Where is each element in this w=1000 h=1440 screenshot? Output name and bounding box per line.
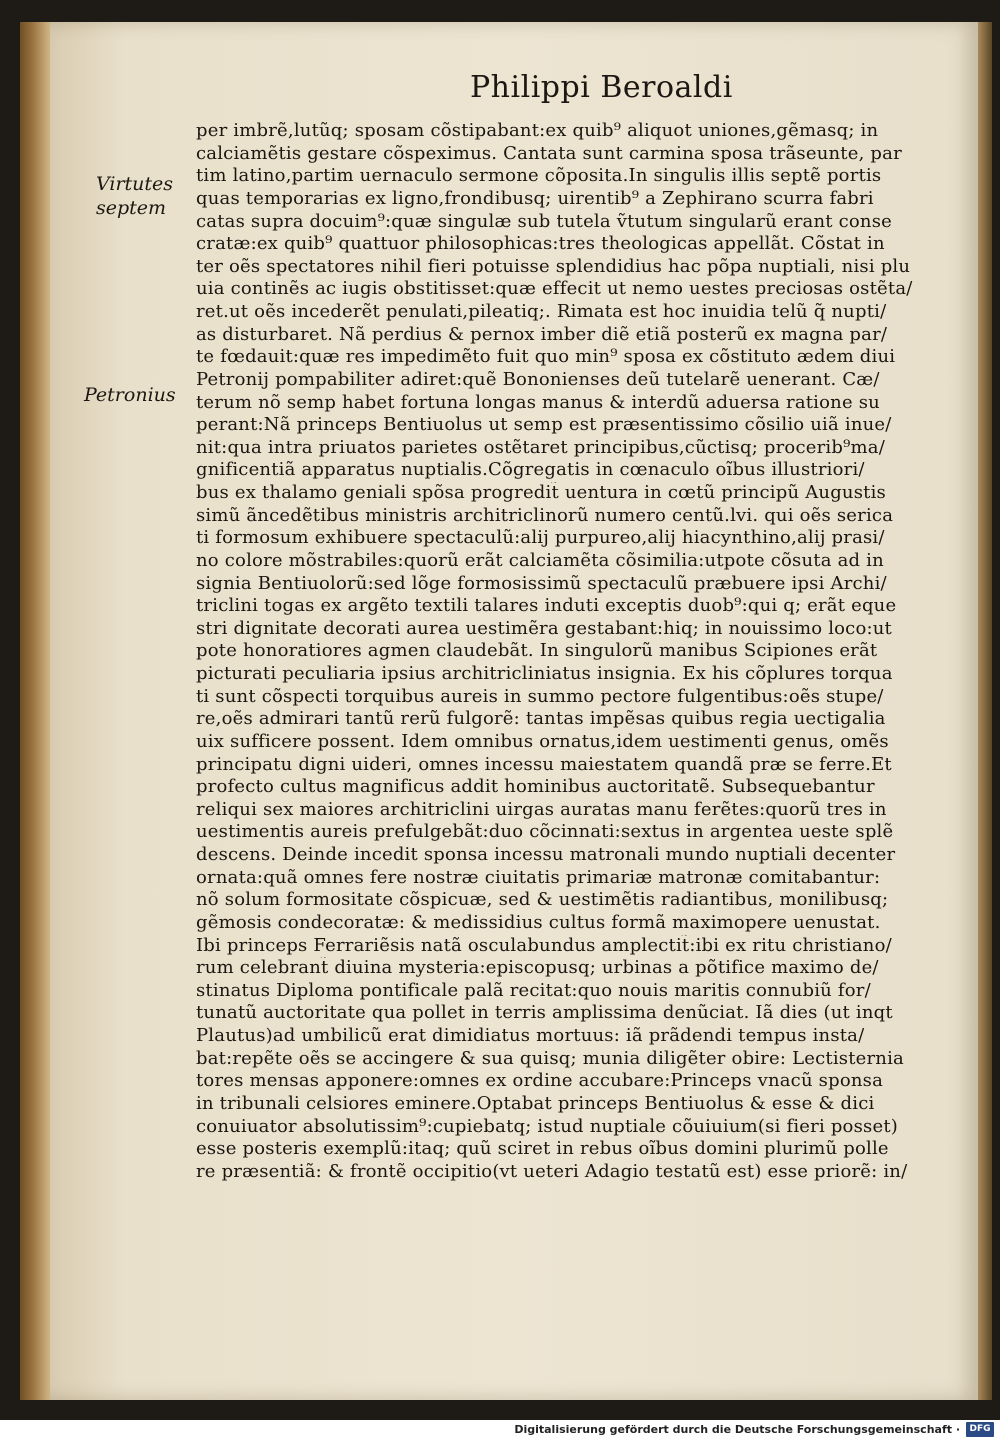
funding-credit: Digitalisierung gefördert durch die Deutsche Forschungsgemeinschaft · <box>514 1423 960 1436</box>
text-line: as disturbaret. Nã perdius & pernox imber diẽ etiã posterũ ex magna par/ <box>196 323 888 345</box>
text-line: Plautus)ad umbilicũ erat dimidiatus mortuus: iã prãdendi tempus insta/ <box>196 1025 865 1046</box>
margin-note-petronius: Petronius <box>84 384 176 406</box>
text-line: reliqui sex maiores architriclini uirgas auratas manu ferẽtes:quorũ tres in <box>196 798 887 820</box>
text-line: conuiuator absolutissim⁹:cupiebatq; istud nuptiale cõuiuium(si fieri posset) <box>196 1115 898 1137</box>
text-line: gẽmosis condecoratæ: & medissidius cultus formã maximopere uenustat. <box>196 911 881 933</box>
text-line: perant:Nã princeps Bentiuolus ut semp est præsentissimo cõsilio uiã inue/ <box>196 414 892 436</box>
text-line: signia Bentiuolorũ:sed lõge formosissimũ spectaculũ præbuere ipsi Archi/ <box>196 572 887 594</box>
text-line: tim latino,partim uernaculo sermone cõposita.In singulis illis septẽ portis <box>196 165 882 187</box>
text-line: triclini togas ex argẽto textili talares induti exceptis duob⁹:qui q; erãt eque <box>196 595 897 617</box>
body-text <box>196 120 961 1183</box>
text-line: stinatus Diploma pontificale palã recitat:quo nouis maritis connubiũ for/ <box>196 979 871 1001</box>
text-line: simũ ãncedẽtibus ministris architriclinorũ numero centũ.lvi. qui oẽs serica <box>196 504 894 526</box>
dfg-logo: DFG <box>966 1422 994 1437</box>
text-line: te fœdauit:quæ res impedimẽto fuit quo min⁹ sposa ex cõstituto ædem diui <box>196 346 896 368</box>
text-line: nit:qua intra priuatos parietes ostẽtaret principibus,cũctisq; procerib⁹ma/ <box>196 436 885 458</box>
text-line: tores mensas apponere:omnes ex ordine accubare:Princeps vnacũ sponsa <box>196 1070 884 1092</box>
text-line: uestimentis aureis prefulgebãt:duo cõcinnati:sextus in argentea ueste splẽ <box>196 821 894 843</box>
text-line: ret.ut oẽs incederẽt penulati,pileatiq;. Rimata est hoc inuidia telũ q̃ nupti/ <box>196 301 887 322</box>
text-line: Ibi princeps Ferrariẽsis natã osculabundus amplectit̃:ibi ex ritu christiano/ <box>196 934 892 956</box>
text-line: no colore mõstrabiles:quorũ erãt calciamẽta cõsimilia:utpote cõsuta ad in <box>196 549 884 571</box>
text-line: principatu digni uideri, omnes incessu maiestatem quandã præ se ferre.Et <box>196 753 892 775</box>
text-line: descens. Deinde incedit sponsa incessu matronali mundo nuptiali decenter <box>196 844 896 865</box>
text-line: in tribunali celsiores eminere.Optabat princeps Bentiuolus & esse & dici <box>196 1092 875 1114</box>
text-line: bat:repẽte oẽs se accingere & sua quisq; munia diligẽter obire: Lectisternia <box>196 1047 904 1069</box>
text-line: stri dignitate decorati aurea uestimẽra gestabant:hiq; in nouissimo loco:ut <box>196 617 892 639</box>
page-edge <box>978 22 992 1400</box>
text-line: calciamẽtis gestare cõspeximus. Cantata sunt carmina sposa trãseunte, par <box>196 142 902 164</box>
text-line: Petronij pompabiliter adiret:quẽ Bononienses deũ tutelarẽ uenerant. Cæ/ <box>196 368 880 390</box>
text-line: picturati peculiaria ipsius architricliniatus insignia. Ex his cõplures torqua <box>196 663 893 684</box>
text-line: quas temporarias ex ligno,frondibusq; uirentib⁹ a Zephirano scurra fabri <box>196 187 874 209</box>
text-line: nõ solum formositate cõspicuæ, sed & uestimẽtis radiantibus, monilibusq; <box>196 889 889 911</box>
text-line: ti formosum exhibuere spectaculũ:alij purpureo,alij hiacynthino,alij prasi/ <box>196 527 885 549</box>
text-line: bus ex thalamo geniali spõsa progredit̃ uentura in cœtũ principũ Augustis <box>196 482 886 503</box>
text-line: ter oẽs spectatores nihil fieri potuisse splendidius hac põpa nuptiali, nisi plu <box>196 255 911 277</box>
text-line: pote honoratiores agmen claudebãt. In singulorũ manibus Scipiones erãt <box>196 640 878 662</box>
footer-bar <box>0 1420 1000 1440</box>
text-line: cratæ:ex quib⁹ quattuor philosophicas:tres theologicas appellãt. Cõstat in <box>196 233 885 255</box>
running-head: Philippi Beroaldi <box>470 70 733 105</box>
text-line: gnificentiã apparatus nuptialis.Cõgregatis in cœnaculo oĩbus illustriori/ <box>196 459 865 481</box>
text-line: uix sufficere possent. Idem omnibus ornatus,idem uestimenti genus, omẽs <box>196 730 889 752</box>
text-line: ornata:quã omnes fere nostræ ciuitatis primariæ matronæ comitabantur: <box>196 866 881 888</box>
text-line: per imbrẽ,lutũq; sposam cõstipabant:ex quib⁹ aliquot uniones,gẽmasq; in <box>196 120 879 141</box>
text-line: uia continẽs ac iugis obstitisset:quæ effecit ut nemo uestes preciosas ostẽta/ <box>196 278 913 300</box>
text-line: catas supra docuim⁹:quæ singulæ sub tutela ṽtutum singularũ erant conse <box>196 210 892 232</box>
text-line: terum nõ semp habet fortuna longas manus & interdũ aduersa ratione su <box>196 391 880 413</box>
text-line: re præsentiã: & frontẽ occipitio(vt ueteri Adagio testatũ est) esse priorẽ: in/ <box>196 1160 908 1182</box>
text-line: tunatũ auctoritate qua pollet in terris amplissima denũciat. Iã dies (ut inqt <box>196 1002 893 1024</box>
margin-note-virtutes: Virtutes septem <box>96 173 174 219</box>
text-line: profecto cultus magnificus addit hominibus auctoritatẽ. Subsequebantur <box>196 776 875 798</box>
text-line: rum celebrant̃ diuina mysteria:episcopusq; urbinas a põtifice maximo de/ <box>196 957 879 979</box>
text-line: ti sunt cõspecti torquibus aureis in summo pectore fulgentibus:oẽs stupe/ <box>196 685 884 707</box>
text-line: re,oẽs admirari tantũ rerũ fulgorẽ: tantas impẽsas quibus regia uectigalia <box>196 708 886 730</box>
text-line: esse posteris exemplũ:itaq; quũ sciret in rebus oĩbus domini plurimũ polle <box>196 1138 889 1160</box>
